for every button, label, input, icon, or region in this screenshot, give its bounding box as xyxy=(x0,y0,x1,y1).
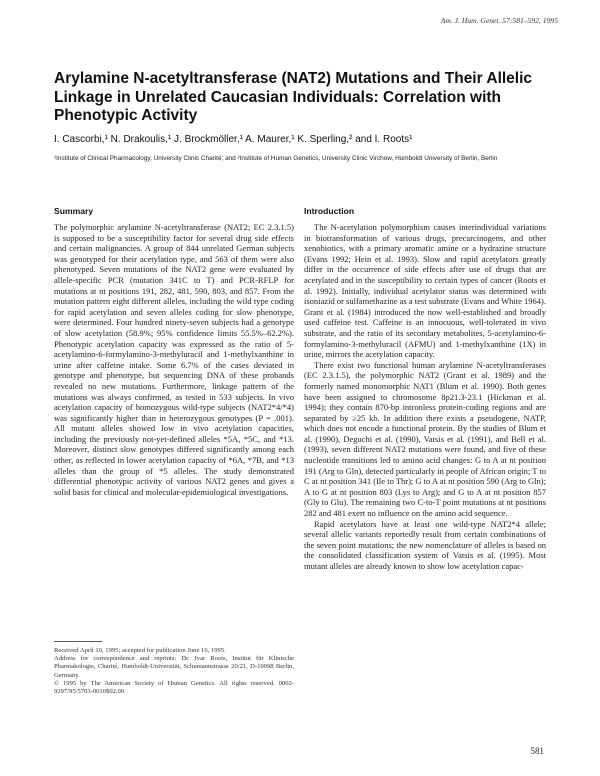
introduction-section xyxy=(304,206,546,572)
copyright-notice: © 1995 by The American Society of Human Genetics. All rights reserved. 0002-9297/95/5703-0010$02.00 xyxy=(54,679,294,696)
paper-title: Arylamine N-acetyltransferase (NAT2) Mutations and Their Allelic Linkage in Unrelated Caucasian Individuals: Correlation with Phenotypic Activity xyxy=(54,70,533,124)
author-list: I. Cascorbi,¹ N. Drakoulis,¹ J. Brockmöller,¹ A. Maurer,¹ K. Sperling,² and I. Roots¹ xyxy=(54,134,413,145)
summary-heading: Summary xyxy=(54,206,94,216)
introduction-heading: Introduction xyxy=(304,206,355,216)
footnote-block xyxy=(54,647,294,696)
journal-citation: Am. J. Hum. Genet. 57:581–592, 1995 xyxy=(440,16,558,25)
intro-paragraph-2: There exist two functional human arylamine N-acetyltransferases (EC 2.3.1.5), the polymorphic NAT2 (Grant et al. 1989) and the formerly named monomorphic NAT1 (Blum et al. 1990). Both genes have been assigned to chromosome 8p21.3-23.1 (Hickman et al. 1994); they contain 870-bp intronless protein-coding regions and are separated by ≥25 kb. In addition there exists a pseudogene, NATP, which does not encode a functional protein. By the studies of Blum et al. (1990), Deguchi et al. (1990), Vatsis et al. (1991), and Bell et al. (1993), seven different NAT2 mutations were found, and five of these nucleotide transitions led to amino acid changes: G to A at nt position 191 (Arg to Gln), detected particularly in people of African origin; T to C at nt position 341 (Ile to Thr); G to A at nt position 590 (Arg to Gln); A to G at nt position 803 (Lys to Arg); and G to A at nt position 857 (Gly to Glu). The remaining two C-to-T point mutations at nt positions 282 and 481 exert no influence on the amino acid sequence. xyxy=(304,359,546,519)
intro-paragraph-1: The N-acetylation polymorphism causes interindividual variations in biotransformation of various drugs, precarcinogens, and other xenobiotics, with a primary aromatic amine or a hydrazine structure (Evans 1992; Hein et al. 1993). Slow and rapid acetylators greatly differ in the occurrence of side effects after use of drugs that are acetylated and in the susceptibility to certain types of cancer (Roots et al. 1992). Initially, individual acetylator status was determined with isoniazid or sulfamethazine as a test substrate (Evans and White 1964). Grant et al. (1984) introduced the now well-established and broadly used caffeine test. Caffeine is an innocuous, well-tolerated in vivo substrate, and the ratio of its secondary metabolites, 5-acetylamino-6-formylamino-3-methyluracil (AFMU) and 1-methylxanthine (1X) in urine, mirrors the acetylation capacity. xyxy=(304,222,546,360)
footnote-divider xyxy=(54,641,102,642)
page-number: 581 xyxy=(530,746,544,756)
received-date: Received April 10, 1995; accepted for publication June 16, 1995. xyxy=(54,647,226,654)
summary-section xyxy=(54,206,294,497)
summary-text: The polymorphic arylamine N-acetyltransferase (NAT2; EC 2.3.1.5) is supposed to be a susceptibility factor for several drug side effects and certain malignancies. A group of 844 unrelated German subjects was genotyped for their acetylation type, and 563 of them were also phenotyped. Seven mutations of the NAT2 gene were evaluated by allele-specific PCR (mutation 341C to T) and PCR-RFLP for mutations at nt positions 191, 282, 481, 590, 803, and 857. From the mutation pattern eight different alleles, including the wild type coding for rapid acetylation and seven alleles coding for slow phenotype, were determined. Four hundred ninety-seven subjects had a genotype of slow acetylation (58.9%; 95% confidence limits 55.5%–62.2%). Phenotypic acetylation capacity was expressed as the ratio of 5-acetylamino-6-formylamino-3-methyluracil and 1-methylxanthine in urine after caffeine intake. Some 6.7% of the cases deviated in genotype and phenotype, but sequencing DNA of these probands revealed no new mutations. Furthermore, linkage pattern of the mutations was always confirmed, as tested in 533 subjects. In vivo acetylation capacity of homozygous wild-type subjects (NAT2*4/*4) was significantly higher than in heterozygous genotypes (P = .001). All mutant alleles showed low in vivo acetylation capacities, including the previously not-yet-defined alleles *5A, *5C, and *13. Moreover, distinct slow genotypes differed significantly among each other, as reflected in lower acetylation capacity of *6A, *7B, and *13 alleles than the group of *5 alleles. The study demonstrated differential phenotypic activity of various NAT2 genes and gives a solid basis for clinical and molecular-epidemiological investigations. xyxy=(54,222,294,497)
affiliation: ¹Institute of Clinical Pharmacology, University Clinic Charité; and ²Institute of Human Genetics, University Clinic Virchow, Humboldt University of Berlin, Berlin xyxy=(54,155,498,162)
intro-paragraph-3: Rapid acetylators have at least one wild-type NAT2*4 allele; several allelic variants reportedly result from certain combinations of the seven point mutations; the new nomenclature of alleles is based on the consolidated classification system of Vatsis et al. (1995). Most mutant alleles are already known to show low acetylation capac- xyxy=(304,518,546,571)
correspondence-address: Address for correspondence and reprints: Dr. Ivar Roots, Institut für Klinische Pharmakologie, Charité, Humboldt-Universität, Schumannstrasse 20/21, D-10098 Berlin, Germany. xyxy=(54,655,294,679)
